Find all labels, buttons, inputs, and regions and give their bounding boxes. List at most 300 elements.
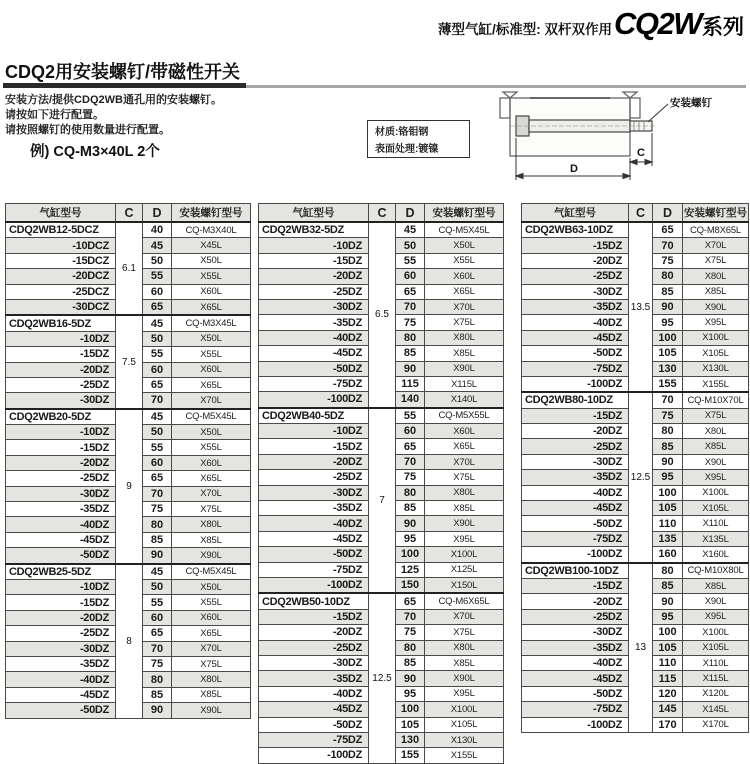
cylinder-model-cell: -50DZ: [522, 346, 629, 361]
screw-model-cell: X145L: [683, 702, 749, 717]
cylinder-model-cell: -30DZ: [522, 625, 629, 640]
surface-treatment-line: 表面处理:镀镍: [375, 144, 439, 155]
c-value-cell: 7.5: [116, 315, 143, 408]
col-header-d: D: [396, 204, 425, 223]
screw-table-right: [521, 203, 749, 733]
c-value-cell: 13: [629, 563, 653, 733]
cylinder-model-cell: -35DZ: [522, 299, 629, 314]
cylinder-model-cell: -30DZ: [259, 655, 369, 670]
cylinder-model-cell: -30DCZ: [6, 299, 116, 315]
d-value-cell: 80: [143, 672, 172, 687]
d-value-cell: 90: [653, 594, 683, 609]
order-example: 例) CQ-M3×40L 2个: [30, 144, 160, 160]
d-value-cell: 90: [396, 516, 425, 531]
d-value-cell: 40: [143, 222, 172, 238]
cylinder-model-cell: -30DZ: [6, 393, 116, 409]
screw-model-cell: X80L: [425, 330, 504, 345]
table-row: [6, 564, 251, 580]
screw-callout-label: 安装螺钉: [670, 97, 712, 109]
d-value-cell: 170: [653, 717, 683, 732]
cylinder-model-cell: -15DZ: [6, 347, 116, 362]
cylinder-model-cell: -40DZ: [6, 672, 116, 687]
cylinder-model-cell: -45DZ: [259, 531, 369, 546]
cylinder-model-cell: CDQ2WB80-10DZ: [522, 392, 629, 408]
d-value-cell: 75: [143, 502, 172, 517]
screw-model-cell: CQ-M3X40L: [172, 222, 251, 238]
cylinder-model-cell: -75DZ: [259, 376, 369, 391]
cylinder-model-cell: -35DZ: [259, 501, 369, 516]
cylinder-model-cell: -30DZ: [259, 485, 369, 500]
cylinder-model-cell: -30DZ: [522, 454, 629, 469]
d-value-cell: 75: [653, 253, 683, 268]
cylinder-model-cell: -10DZ: [259, 424, 369, 439]
d-value-cell: 110: [653, 516, 683, 531]
d-value-cell: 155: [396, 748, 425, 763]
screw-model-cell: X100L: [683, 330, 749, 345]
cylinder-model-cell: -100DZ: [522, 376, 629, 392]
cylinder-model-cell: -40DZ: [522, 485, 629, 500]
cylinder-model-cell: -20DZ: [6, 610, 116, 625]
series-subtitle: 薄型气缸/标准型: 双杆双作用: [438, 22, 612, 37]
col-header-c: C: [369, 204, 396, 223]
d-value-cell: 105: [653, 501, 683, 516]
c-value-cell: 7: [369, 408, 396, 594]
cylinder-model-cell: -75DZ: [259, 562, 369, 577]
cylinder-model-cell: -75DZ: [522, 531, 629, 546]
d-value-cell: 50: [143, 253, 172, 268]
screw-model-cell: X105L: [683, 640, 749, 655]
cylinder-model-cell: -50DZ: [259, 717, 369, 732]
d-value-cell: 85: [143, 687, 172, 702]
d-value-cell: 85: [653, 284, 683, 299]
screw-model-cell: X105L: [683, 346, 749, 361]
table-row: [522, 392, 749, 408]
d-value-cell: 105: [396, 717, 425, 732]
leader-line: [648, 104, 668, 122]
d-value-cell: 70: [396, 609, 425, 624]
d-value-cell: 55: [396, 253, 425, 268]
screw-model-cell: X75L: [683, 253, 749, 268]
cylinder-model-cell: -45DZ: [6, 532, 116, 547]
col-header-screw: 安装螺钉型号: [683, 204, 749, 223]
d-value-cell: 60: [396, 269, 425, 284]
series-name: CQ2W: [614, 6, 701, 41]
screw-model-cell: X70L: [172, 641, 251, 656]
d-value-cell: 115: [653, 671, 683, 686]
d-value-cell: 85: [396, 346, 425, 361]
screw-model-cell: X70L: [172, 393, 251, 409]
d-value-cell: 60: [143, 610, 172, 625]
d-value-cell: 45: [143, 238, 172, 253]
d-value-cell: 65: [653, 222, 683, 238]
screw-model-cell: X80L: [683, 424, 749, 439]
cylinder-model-cell: -40DZ: [259, 686, 369, 701]
screw-model-cell: X120L: [683, 686, 749, 701]
screw-model-cell: CQ-M5X45L: [425, 222, 504, 238]
d-value-cell: 100: [396, 702, 425, 717]
screw-model-cell: X115L: [425, 376, 504, 391]
d-value-cell: 135: [653, 531, 683, 546]
cylinder-model-cell: -20DZ: [522, 253, 629, 268]
table-row: [6, 222, 251, 238]
screw-model-cell: X90L: [172, 548, 251, 564]
cylinder-model-cell: -30DZ: [522, 284, 629, 299]
cylinder-model-cell: -15DZ: [259, 609, 369, 624]
screw-model-cell: X90L: [425, 361, 504, 376]
d-value-cell: 65: [143, 471, 172, 486]
d-value-cell: 155: [653, 376, 683, 392]
cylinder-model-cell: CDQ2WB20-5DZ: [6, 409, 116, 425]
screw-model-cell: X65L: [172, 471, 251, 486]
d-value-cell: 130: [396, 732, 425, 747]
col-header-screw: 安装螺钉型号: [172, 204, 251, 223]
cylinder-model-cell: -40DZ: [522, 655, 629, 670]
cylinder-model-cell: -25DZ: [6, 626, 116, 641]
d-value-cell: 70: [653, 238, 683, 253]
cylinder-model-cell: -50DZ: [522, 686, 629, 701]
cylinder-model-cell: CDQ2WB16-5DZ: [6, 315, 116, 331]
screw-model-cell: X60L: [425, 269, 504, 284]
c-value-cell: 6.1: [116, 222, 143, 315]
col-header-c: C: [116, 204, 143, 223]
section-title: CDQ2用安装螺钉/带磁性开关: [5, 62, 241, 82]
d-value-cell: 95: [396, 531, 425, 546]
cylinder-model-cell: -20DZ: [259, 269, 369, 284]
d-value-cell: 65: [396, 439, 425, 454]
screw-model-cell: X60L: [172, 284, 251, 299]
d-value-cell: 80: [396, 640, 425, 655]
d-value-cell: 90: [143, 548, 172, 564]
cylinder-model-cell: -25DZ: [6, 377, 116, 392]
screw-model-cell: X65L: [172, 299, 251, 315]
d-value-cell: 65: [143, 626, 172, 641]
screw-model-cell: X75L: [172, 502, 251, 517]
cylinder-model-cell: -20DZ: [522, 594, 629, 609]
cylinder-model-cell: -35DZ: [522, 640, 629, 655]
table-row: [259, 222, 504, 238]
cylinder-model-cell: -25DZ: [522, 609, 629, 624]
screw-model-cell: CQ-M8X65L: [683, 222, 749, 238]
cylinder-model-cell: -25DZ: [522, 439, 629, 454]
cylinder-model-cell: -50DZ: [6, 703, 116, 718]
d-value-cell: 95: [653, 470, 683, 485]
d-value-cell: 130: [653, 361, 683, 376]
screw-model-cell: X75L: [683, 408, 749, 423]
d-value-cell: 65: [143, 377, 172, 392]
d-value-cell: 55: [143, 347, 172, 362]
screw-model-cell: X80L: [172, 517, 251, 532]
cylinder-model-cell: -25DZ: [522, 269, 629, 284]
cylinder-model-cell: CDQ2WB25-5DZ: [6, 564, 116, 580]
d-value-cell: 90: [653, 454, 683, 469]
cylinder-model-cell: -15DZ: [6, 595, 116, 610]
material-line: 材质:铬钼钢: [375, 127, 429, 138]
screw-model-cell: X60L: [172, 362, 251, 377]
d-value-cell: 95: [653, 315, 683, 330]
screw-model-cell: X95L: [683, 470, 749, 485]
d-value-cell: 55: [143, 440, 172, 455]
screw-model-cell: X95L: [683, 609, 749, 624]
d-value-cell: 70: [143, 486, 172, 501]
d-value-cell: 65: [143, 299, 172, 315]
d-value-cell: 70: [143, 393, 172, 409]
d-value-cell: 160: [653, 547, 683, 563]
d-value-cell: 90: [396, 671, 425, 686]
table-row: [522, 222, 749, 238]
d-value-cell: 80: [653, 269, 683, 284]
d-value-cell: 140: [396, 392, 425, 408]
d-value-cell: 70: [396, 454, 425, 469]
cylinder-model-cell: -40DZ: [259, 516, 369, 531]
screw-model-cell: CQ-M5X45L: [172, 409, 251, 425]
cylinder-model-cell: -10DZ: [6, 579, 116, 594]
mounting-screw-diagram: [470, 88, 720, 188]
cylinder-model-cell: -10DCZ: [6, 238, 116, 253]
screw-model-cell: X150L: [425, 577, 504, 593]
intro-line-1: 安装方法/提供CDQ2WB通孔用的安装螺钉。: [5, 94, 222, 106]
screw-model-cell: CQ-M3X45L: [172, 315, 251, 331]
screw-model-cell: X80L: [425, 640, 504, 655]
screw-model-cell: X95L: [683, 315, 749, 330]
cylinder-model-cell: -15DZ: [522, 238, 629, 253]
d-value-cell: 100: [653, 330, 683, 345]
d-value-cell: 115: [396, 376, 425, 391]
screw-model-cell: X55L: [425, 253, 504, 268]
screw-model-cell: X75L: [172, 656, 251, 671]
d-value-cell: 100: [396, 547, 425, 562]
d-value-cell: 120: [653, 686, 683, 701]
screw-model-cell: X70L: [425, 299, 504, 314]
c-value-cell: 12.5: [369, 593, 396, 763]
cylinder-model-cell: -40DZ: [522, 315, 629, 330]
screw-model-cell: X90L: [425, 516, 504, 531]
d-value-cell: 95: [396, 686, 425, 701]
cylinder-model-cell: -15DCZ: [6, 253, 116, 268]
d-value-cell: 70: [653, 392, 683, 408]
d-value-cell: 80: [396, 485, 425, 500]
cylinder-model-cell: -100DZ: [259, 748, 369, 763]
d-value-cell: 45: [143, 564, 172, 580]
col-header-d: D: [143, 204, 172, 223]
dim-c-label: C: [637, 147, 645, 159]
screw-model-cell: X85L: [425, 655, 504, 670]
cylinder-model-cell: -45DZ: [522, 671, 629, 686]
table-row: [522, 563, 749, 579]
screw-model-cell: X105L: [425, 717, 504, 732]
cylinder-model-cell: -30DZ: [6, 641, 116, 656]
screw-model-cell: X80L: [172, 672, 251, 687]
screw-model-cell: X75L: [425, 315, 504, 330]
d-value-cell: 85: [653, 578, 683, 593]
cylinder-model-cell: -40DZ: [6, 517, 116, 532]
col-header-model: 气缸型号: [6, 204, 116, 223]
d-value-cell: 70: [396, 299, 425, 314]
screw-model-cell: X65L: [425, 284, 504, 299]
cylinder-model-cell: CDQ2WB32-5DZ: [259, 222, 369, 238]
screw-model-cell: X130L: [683, 361, 749, 376]
screw-model-cell: X125L: [425, 562, 504, 577]
cylinder-model-cell: -15DZ: [522, 578, 629, 593]
cylinder-model-cell: -10DZ: [6, 331, 116, 346]
screw-model-cell: CQ-M5X55L: [425, 408, 504, 424]
table-header-row: [259, 204, 504, 223]
cylinder-model-cell: -20DZ: [6, 362, 116, 377]
screw-model-cell: X65L: [425, 439, 504, 454]
intro-line-3: 请按照螺钉的使用数量进行配置。: [5, 124, 170, 136]
cylinder-model-cell: -25DCZ: [6, 284, 116, 299]
cylinder-model-cell: -100DZ: [522, 717, 629, 732]
screw-model-cell: X45L: [172, 238, 251, 253]
cylinder-model-cell: -30DZ: [6, 486, 116, 501]
screw-model-cell: X70L: [425, 454, 504, 469]
table-header-row: [6, 204, 251, 223]
d-value-cell: 85: [396, 655, 425, 670]
d-value-cell: 50: [143, 425, 172, 440]
intro-line-2: 请按如下进行配置。: [5, 109, 104, 121]
table-row: [259, 408, 504, 424]
screw-model-cell: X105L: [683, 501, 749, 516]
cylinder-model-cell: -50DZ: [522, 516, 629, 531]
d-value-cell: 90: [653, 299, 683, 314]
table-row: [259, 593, 504, 609]
material-box: [367, 120, 470, 158]
screw-model-cell: X65L: [172, 626, 251, 641]
screw-model-cell: X60L: [172, 455, 251, 470]
screw-model-cell: X95L: [425, 686, 504, 701]
cylinder-model-cell: -10DZ: [259, 238, 369, 253]
cylinder-model-cell: -45DZ: [522, 501, 629, 516]
d-value-cell: 150: [396, 577, 425, 593]
d-value-cell: 110: [653, 655, 683, 670]
d-value-cell: 65: [396, 284, 425, 299]
cylinder-model-cell: -50DZ: [259, 547, 369, 562]
screw-model-cell: X85L: [425, 346, 504, 361]
screw-model-cell: CQ-M10X70L: [683, 392, 749, 408]
screw-model-cell: X80L: [425, 485, 504, 500]
cylinder-model-cell: -100DZ: [259, 577, 369, 593]
d-value-cell: 60: [143, 455, 172, 470]
screw-model-cell: X115L: [683, 671, 749, 686]
cylinder-model-cell: -35DZ: [259, 671, 369, 686]
cylinder-model-cell: -35DZ: [259, 315, 369, 330]
d-value-cell: 45: [396, 222, 425, 238]
screw-model-cell: X85L: [683, 284, 749, 299]
cylinder-model-cell: -10DZ: [6, 425, 116, 440]
cylinder-model-cell: -100DZ: [259, 392, 369, 408]
cylinder-model-cell: -15DZ: [6, 440, 116, 455]
screw-model-cell: X85L: [172, 532, 251, 547]
c-value-cell: 6.5: [369, 222, 396, 408]
cylinder-model-cell: -45DZ: [259, 702, 369, 717]
cylinder-model-cell: -50DZ: [6, 548, 116, 564]
d-value-cell: 85: [143, 532, 172, 547]
cylinder-model-cell: -20DCZ: [6, 269, 116, 284]
screw-model-cell: X100L: [683, 625, 749, 640]
d-value-cell: 75: [396, 315, 425, 330]
cylinder-model-cell: -20DZ: [259, 454, 369, 469]
d-value-cell: 80: [396, 330, 425, 345]
c-value-cell: 13.5: [629, 222, 653, 392]
cylinder-model-cell: -35DZ: [522, 470, 629, 485]
c-value-cell: 8: [116, 564, 143, 718]
screw-model-cell: CQ-M5X45L: [172, 564, 251, 580]
dim-d-label: D: [570, 163, 578, 175]
d-value-cell: 105: [653, 640, 683, 655]
screw-model-cell: X90L: [172, 703, 251, 718]
screw-model-cell: X95L: [425, 531, 504, 546]
d-value-cell: 75: [653, 408, 683, 423]
c-value-cell: 12.5: [629, 392, 653, 562]
cylinder-model-cell: -30DZ: [259, 299, 369, 314]
screw-model-cell: X85L: [172, 687, 251, 702]
d-value-cell: 60: [143, 284, 172, 299]
screw-model-cell: X50L: [172, 579, 251, 594]
d-value-cell: 55: [143, 269, 172, 284]
d-value-cell: 80: [143, 517, 172, 532]
cylinder-model-cell: CDQ2WB63-10DZ: [522, 222, 629, 238]
col-header-d: D: [653, 204, 683, 223]
screw-model-cell: X55L: [172, 595, 251, 610]
d-value-cell: 80: [653, 563, 683, 579]
col-header-model: 气缸型号: [522, 204, 629, 223]
cylinder-model-cell: -20DZ: [6, 455, 116, 470]
d-value-cell: 90: [143, 703, 172, 718]
d-value-cell: 145: [653, 702, 683, 717]
screw-model-cell: X55L: [172, 440, 251, 455]
intro-text: [5, 93, 222, 138]
cylinder-model-cell: -50DZ: [259, 361, 369, 376]
screw-model-cell: X85L: [683, 439, 749, 454]
screw-model-cell: X75L: [425, 470, 504, 485]
screw-model-cell: X80L: [683, 269, 749, 284]
screw-model-cell: X135L: [683, 531, 749, 546]
cylinder-model-cell: CDQ2WB40-5DZ: [259, 408, 369, 424]
screw-model-cell: X110L: [683, 655, 749, 670]
title-underline-dark: [3, 83, 246, 88]
cylinder-model-cell: -25DZ: [259, 640, 369, 655]
d-value-cell: 80: [653, 424, 683, 439]
c-value-cell: 9: [116, 409, 143, 564]
table-row: [6, 315, 251, 331]
d-value-cell: 60: [396, 424, 425, 439]
screw-model-cell: X85L: [425, 501, 504, 516]
d-value-cell: 60: [143, 362, 172, 377]
d-value-cell: 100: [653, 625, 683, 640]
screw-model-cell: X90L: [683, 454, 749, 469]
screw-model-cell: X85L: [683, 578, 749, 593]
d-value-cell: 95: [653, 609, 683, 624]
d-value-cell: 65: [396, 593, 425, 609]
cylinder-model-cell: -35DZ: [6, 656, 116, 671]
screw-model-cell: X160L: [683, 547, 749, 563]
cylinder-model-cell: -40DZ: [259, 330, 369, 345]
d-value-cell: 85: [653, 439, 683, 454]
cylinder-model-cell: -75DZ: [522, 361, 629, 376]
cylinder-model-cell: -25DZ: [259, 470, 369, 485]
col-header-model: 气缸型号: [259, 204, 369, 223]
screw-table-middle: [258, 203, 504, 764]
screw-model-cell: X50L: [172, 253, 251, 268]
screw-model-cell: X140L: [425, 392, 504, 408]
screw-model-cell: CQ-M10X80L: [683, 563, 749, 579]
d-value-cell: 75: [396, 625, 425, 640]
screw-model-cell: X70L: [425, 609, 504, 624]
cylinder-model-cell: -20DZ: [522, 424, 629, 439]
col-header-screw: 安装螺钉型号: [425, 204, 504, 223]
cylinder-model-cell: -100DZ: [522, 547, 629, 563]
d-value-cell: 105: [653, 346, 683, 361]
cylinder-model-cell: CDQ2WB50-10DZ: [259, 593, 369, 609]
